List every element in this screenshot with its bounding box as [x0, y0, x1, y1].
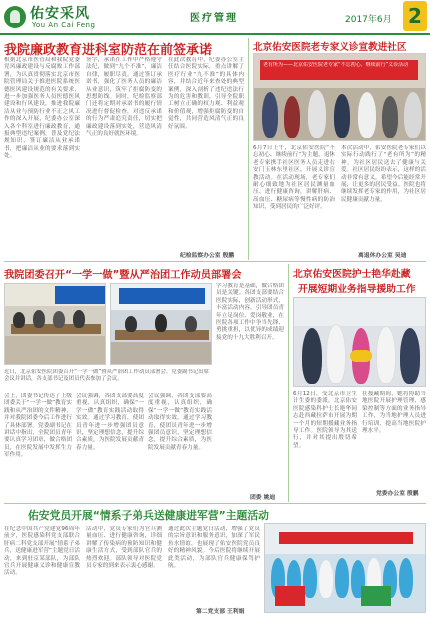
article-5-body-left: 在纪念中国共产党建党96周年前夕，医院感染科党支部联合肝病二科党支部开展“情系子弟兵，送健康进军营”主题党日活动，来到驻京某部队，为部队官兵开展健康义诊和健康宣教活动。	[4, 526, 80, 577]
photo-person	[13, 312, 25, 328]
article-1-title: 我院廉政教育进科室防范在前签承诺	[4, 43, 213, 58]
logo-subtitle: You An Cai Feng	[32, 21, 96, 29]
photo-person	[326, 324, 346, 384]
photo-person	[33, 310, 45, 328]
newspaper-logo	[4, 2, 114, 32]
photo-person	[358, 92, 376, 138]
header-divider	[0, 33, 430, 35]
photo-person	[335, 558, 349, 598]
meeting-screen	[119, 288, 205, 304]
photo-wall	[294, 298, 426, 326]
event-banner	[279, 532, 413, 544]
article-5-title: 佑安党员开展“情系子弟兵送健康进军营”主题活动	[28, 509, 269, 522]
article-4-title: 北京佑安医院护士艳华赴藏	[293, 269, 411, 280]
photo-person	[404, 92, 422, 138]
photo-person	[376, 326, 396, 384]
article-3-body-mid: 会议强调，各团支部要高度重视，认真组织，确保“一学一做”教育实践活动取得实效。通过学习教育，使团员青年进一步增强团员意识，坚定理想信念，提升综合素质，为医院发展贡献青春力量。	[76, 393, 144, 451]
article-3-title: 我院团委召开“一学一做”暨从严治团工作动员部署会	[4, 270, 242, 281]
section-divider	[4, 503, 426, 504]
article-2-photo	[253, 53, 426, 141]
section-name: 医疗管理	[190, 13, 238, 24]
page-header	[0, 0, 430, 34]
column-divider	[248, 38, 249, 260]
article-4-photo	[293, 297, 426, 387]
article-5-body-mid: 活动中，党员专家们为官兵测量血压、进行健康咨询，详细讲解了传染病的预防知识和健康生活方式，受到部队官兵的热烈欢迎。部队领导对医院党员专家的到来表示衷心感谢。	[86, 526, 162, 570]
article-4-byline: 党委办公室 殷鹏	[376, 491, 419, 497]
unit-flag	[361, 586, 391, 606]
photo-floor	[111, 342, 212, 365]
event-banner-text: 老有所为——北京佑安医院老专家“不忘初心、继续前行”义诊活动	[263, 62, 409, 68]
article-1-body-mid: 签字，承诺在工作中严格遵守法纪，做到“九个不准”，廉洁自律，履职尽责。通过签订承诺书，强化了医务人员的廉洁从业意识，筑牢了拒腐防变的思想防线。同时，纪检监察部门还将定期对承诺书的履行情况进行督促检查，对违反承诺的行为严肃追究责任，切实把廉政建设落到实处，营造风清气正的良好就医环境。	[86, 57, 162, 138]
photo-person	[185, 316, 197, 332]
article-1-body-left: 根据北京市医管局和我院党委党风廉政建设与反腐败工作部署，为认真贯彻落实北京市医院管理局关于推进医院系统医德医风建设规范的有关要求，进一步加强医务人员医德医风建设和行风建设，推进我院廉洁从业与预防行业不正之风工作的深入开展，纪委办公室深入各个科室进行廉政教育，通报典型违纪案例，普及党纪法规知识，签订廉洁从业承诺书，把廉洁从业的要求落到实处。	[4, 57, 80, 160]
photo-person	[399, 558, 413, 598]
photo-person	[319, 560, 333, 598]
article-3-body-extra: 会议强调，各团支部要高度重视，认真组织，确保“一学一做”教育实践活动取得实效。通过学习教育，使团员青年进一步增强团员意识，坚定理想信念，提升综合素质，为医院发展贡献青春力量。	[148, 393, 212, 451]
photo-person	[53, 311, 65, 328]
article-3-caption: 近日，北京佑安医院团委召开“一学一做”暨从严治团工作动员部署会。党委副书记出席会议并讲话，各支部书记及团员代表参加了会议。	[4, 369, 210, 383]
photo-person	[73, 310, 85, 328]
article-3-body-left: 会上，团委书记传达了上级团委关于“一学一做”教育实践和从严治团的文件精神，并对我院团委今后工作进行了具体部署。党委副书记在讲话中指出，全院团员青年要认真学习团章，做合格团员，在医院发展中发挥生力军作用。	[4, 393, 72, 459]
article-4-body-left: 6月12日，受北京市卫生计生委的委派，北京佑安医院感染科护士长艳华同志赴西藏拉萨市开展为期一个月的短期援藏业务指导工作。医院领导为其送行，并对其提出殷切希望。	[293, 391, 357, 449]
page-number-badge: 2	[403, 1, 427, 31]
article-3-photo	[110, 283, 212, 365]
photo-person	[303, 558, 317, 598]
photo-person	[308, 90, 326, 138]
flower-bouquet	[350, 350, 372, 362]
logo-title: 佑安采风	[30, 6, 90, 22]
photo-person	[382, 96, 398, 138]
article-1-body-right: 在此次教育中，纪委办公室主任结合医院实际，重点讲解了医疗行业“九不准”的具体内容，并结合近年来查处的典型案例，深入剖析了违纪违法行为的危害和教训，引导全院职工树立正确的权力观、利益观和价值观，增强拒腐防变的自觉性，共同营造风清气正的良好氛围。	[168, 57, 244, 130]
party-flag	[275, 586, 305, 606]
photo-person	[400, 328, 420, 384]
photo-person	[302, 328, 322, 384]
article-3-photo	[4, 283, 106, 365]
photo-floor	[5, 336, 106, 365]
section-divider	[4, 261, 426, 262]
article-2-byline: 离退休办公室 吴迪	[358, 253, 407, 259]
photo-person	[334, 94, 350, 138]
meeting-screen	[55, 286, 105, 304]
article-2-body-right: 本次活动中，佑安医院老专家们以实际行动践行了“老有所为”的精神，为社区居民送去了健康与关爱。社区居民纷纷表示，这样的活动非常有意义，希望今后能经常开展，让更多的居民受益。医院也将继续发挥老专家的作用，为社区居民健康贡献力量。	[341, 145, 426, 203]
article-4-subtitle: 开展短期业务指导援助工作	[298, 284, 416, 295]
issue-date: 2017年6月	[345, 15, 392, 25]
logo-emblem-icon	[4, 6, 26, 28]
photo-person	[284, 96, 300, 138]
article-5-byline: 第二党支部 王利娟	[196, 609, 245, 615]
article-1-byline: 纪检监察办公室 殷鹏	[180, 253, 235, 259]
article-3-body-right: 学习教育是基础，做合格团员是关键。各团支部要结合医院实际，创新活动形式，丰富活动内容，引导团员青年立足岗位、爱岗敬业，在医院各项工作中争当先锋、勇挑重担，以优异的成绩迎接党的十九大胜利召开。	[216, 283, 284, 341]
photo-person	[262, 92, 278, 138]
article-4-body-right: 在援藏期间，她将协助当地医院开展护理管理、感染控制等方面的业务指导工作，为当地护理人员进行培训，提高当地医院护理水平。	[362, 391, 426, 435]
photo-person	[125, 316, 137, 332]
column-divider	[288, 264, 289, 502]
article-5-photo	[264, 523, 426, 613]
article-3-byline: 团委 姚迪	[250, 495, 276, 501]
photo-person	[155, 314, 167, 332]
article-5-body-right: 通过此次主题党日活动，增强了党员的宗旨意识和服务意识，加深了军民鱼水情谊，也展现了佑安医院党员良好的精神风貌。今后医院将继续开展此类活动，为部队官兵健康保驾护航。	[168, 526, 260, 570]
article-2-title: 北京佑安医院老专家义诊宣教进社区	[253, 42, 407, 53]
article-2-body-left: 6月7日上午，北京佑安医院“不忘初心、继续前行”为主题，退休老专家携手社区医务人员走进右安门玉林东里社区，开展义诊宣教活动。在活动现场，老专家们耐心细致地为社区居民测量血压、进行健康咨询，讲解肝病、高血压、糖尿病等慢性病的防治知识，受到居民的广泛好评。	[253, 145, 335, 211]
